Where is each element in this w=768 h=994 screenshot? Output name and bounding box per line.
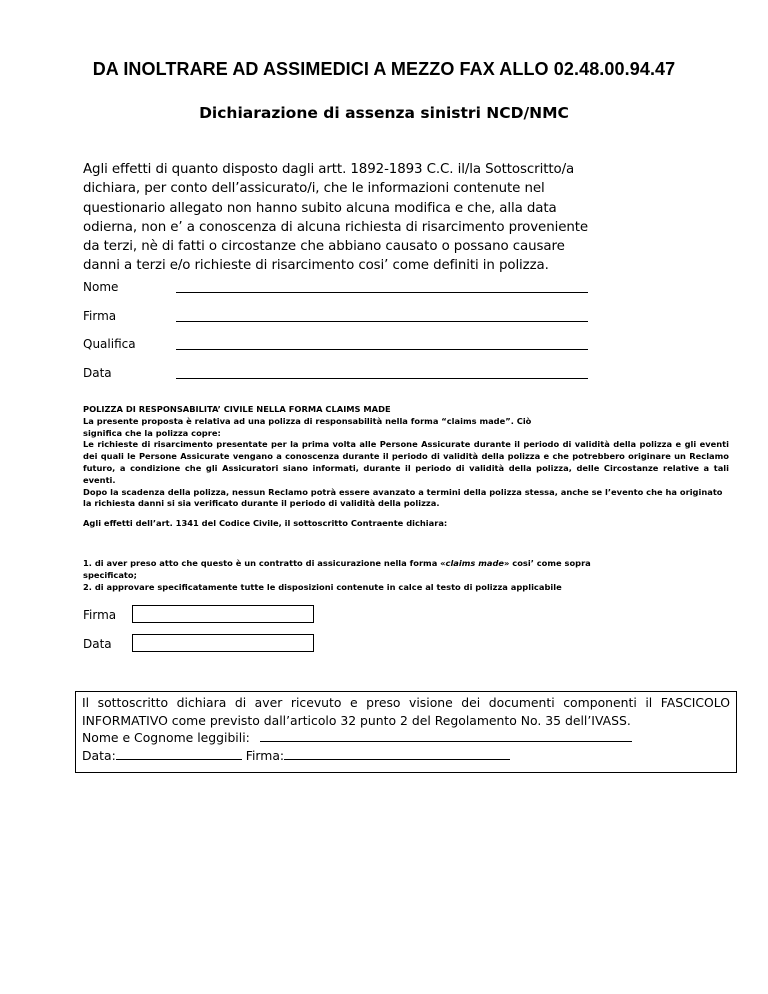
- signature-field-row: [83, 309, 603, 329]
- claims-made-paragraph-2: Dopo la scadenza della polizza, nessun Reclamo potrà essere avanzato a termini della polizza stessa, anche se l’evento che ha originato la richiesta danni si sia verificato durante il periodo di validità della polizza.: [83, 486, 723, 509]
- date-field-label: Data: [83, 366, 112, 380]
- receipt-date-label: Data:: [82, 747, 116, 763]
- declaration-intro-text: Agli effetti di quanto disposto dagli artt. 1892-1893 C.C. il/la Sottoscritto/a dichiara, per conto dell’assicurato/i, che le informazioni contenute nel questionario allegato non hanno subito alcuna modifica e che, alla data odierna, non e’ a conoscenza di alcuna richiesta di risarcimento proveniente da terzi, nè di fatti o circostanze che abbiano causato o possano causare danni a terzi e/o richieste di risarcimento cosi’ come definiti in polizza.: [83, 162, 589, 274]
- claims-made-line-1: La presente proposta è relativa ad una polizza di responsabilità nella forma “claims made”. Ciò: [83, 415, 532, 426]
- box-date-label: Data: [83, 637, 112, 651]
- approval-point-2: 2. di approvare specificatamente tutte le disposizioni contenute in calce al testo di polizza applicabile: [83, 581, 562, 592]
- claims-made-italic: claims made: [445, 558, 505, 568]
- box-signature-field[interactable]: [132, 605, 314, 623]
- signature-field-line[interactable]: [176, 321, 588, 322]
- article-1341-statement: Agli effetti dell’art. 1341 del Codice Civile, il sottoscritto Contraente dichiara:: [83, 518, 448, 528]
- receipt-date-sign-row: [82, 747, 730, 765]
- receipt-name-line[interactable]: [260, 729, 632, 742]
- date-field-line[interactable]: [176, 378, 588, 379]
- receipt-name-row: [82, 729, 730, 747]
- claims-made-line-2: significa che la polizza copre:: [83, 427, 221, 438]
- receipt-date-line[interactable]: [116, 747, 242, 760]
- signature-field-label: Firma: [83, 309, 117, 323]
- role-field-line[interactable]: [176, 349, 588, 350]
- name-field-row: [83, 280, 603, 300]
- box-date-field[interactable]: [132, 634, 314, 652]
- role-field-label: Qualifica: [83, 337, 136, 351]
- claims-made-heading: POLIZZA DI RESPONSABILITA’ CIVILE NELLA FORMA CLAIMS MADE: [83, 404, 391, 414]
- date-field-row: [83, 366, 603, 386]
- fax-instruction-header: DA INOLTRARE AD ASSIMEDICI A MEZZO FAX ALLO 02.48.00.94.47: [92, 59, 676, 79]
- approval-points: [83, 558, 703, 593]
- box-signature-label: Firma: [83, 608, 117, 622]
- receipt-name-label: Nome e Cognome leggibili:: [82, 730, 250, 745]
- approval-point-1-continued: specificato;: [83, 569, 137, 580]
- claims-made-paragraph-1: Le richieste di risarcimento presentate per la prima volta alle Persone Assicurate durante il periodo di validità della polizza e gli eventi dei quali le Persone Assicurate vengano a conoscenza durante il periodo di validità della polizza e che potrebbero originare un Reclamo futuro, a condizione che gli Assicuratori siano informati, durante il periodo di validità della polizza, delle Circostanze relative a tali eventi.: [83, 439, 729, 485]
- receipt-sign-line[interactable]: [284, 747, 510, 760]
- role-field-row: [83, 337, 603, 357]
- name-field-label: Nome: [83, 280, 119, 294]
- receipt-sign-label: Firma:: [245, 747, 285, 763]
- claims-made-section: [83, 404, 729, 510]
- document-title: Dichiarazione di assenza sinistri NCD/NMC: [199, 104, 569, 122]
- box-signature-row: [83, 605, 343, 625]
- name-field-line[interactable]: [176, 292, 588, 293]
- approval-point-1: 1. di aver preso atto che questo è un contratto di assicurazione nella forma «claims made» cosi’ come sopra: [83, 558, 591, 568]
- box-date-row: [83, 634, 343, 654]
- receipt-paragraph: Il sottoscritto dichiara di aver ricevuto e preso visione dei documenti componenti il FASCICOLO INFORMATIVO come previsto dall’articolo 32 punto 2 del Regolamento No. 35 dell’IVASS.: [82, 695, 730, 728]
- receipt-acknowledgement-box: [75, 691, 737, 773]
